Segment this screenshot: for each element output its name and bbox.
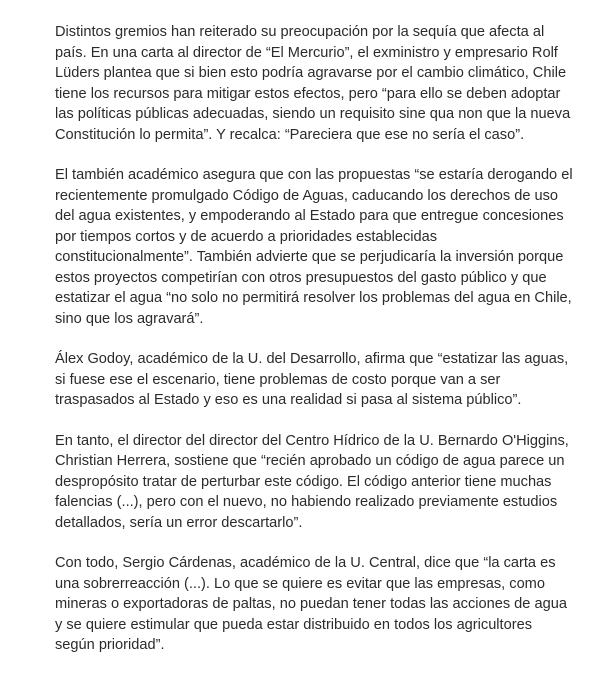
paragraph: Con todo, Sergio Cárdenas, académico de la U. Central, dice que “la carta es una sobrerreacción (...). Lo que se quiere es evitar que las empresas, como mineras o exportadoras de paltas, no puedan tener todas las acciones de agua y se quiere estimular que pueda estar distribuido en todos los agricultores según prioridad”. <box>55 555 567 653</box>
paragraph: Álex Godoy, académico de la U. del Desarrollo, afirma que “estatizar las aguas, si fuese ese el escenario, tiene problemas de costo porque van a ser traspasados al Estado y eso es una realidad si pasa al sistema público”. <box>55 351 569 408</box>
paragraph: Distintos gremios han reiterado su preocupación por la sequía que afecta al país. En una carta al director de “El Mercurio”, el exministro y empresario Rolf Lüders plantea que si bien esto podría agravarse por el cambio climático, Chile tiene los recursos para mitigar estos efectos, pero “para ello se deben adoptar las políticas públicas adecuadas, siendo un requisito sine qua non que la nueva Constitución lo permita”. Y recalca: “Pareciera que ese no sería el caso”. <box>55 24 571 143</box>
article-body <box>55 22 575 676</box>
paragraph: En tanto, el director del director del Centro Hídrico de la U. Bernardo O'Higgins, Christian Herrera, sostiene que “recién aprobado un código de agua parece un despropósito tratar de perturbar este código. El código anterior tiene muchas falencias (...), pero con el nuevo, no habiendo realizado previamente estudios detallados, sería un error descartarlo”. <box>55 432 569 531</box>
paragraph: El también académico asegura que con las propuestas “se estaría derogando el recientemente promulgado Código de Aguas, caducando los derechos de uso del agua existentes, y empoderando al Estado para que entregue concesiones por tiempos cortos y de acuerdo a prioridades establecidas constitucionalmente”. También advierte que se perjudicaría la inversión porque estos proyectos competirían con otros presupuestos del gasto público y que estatizar el agua “no solo no permitirá resolver los problemas del agua en Chile, sino que los agravará”. <box>55 167 573 327</box>
